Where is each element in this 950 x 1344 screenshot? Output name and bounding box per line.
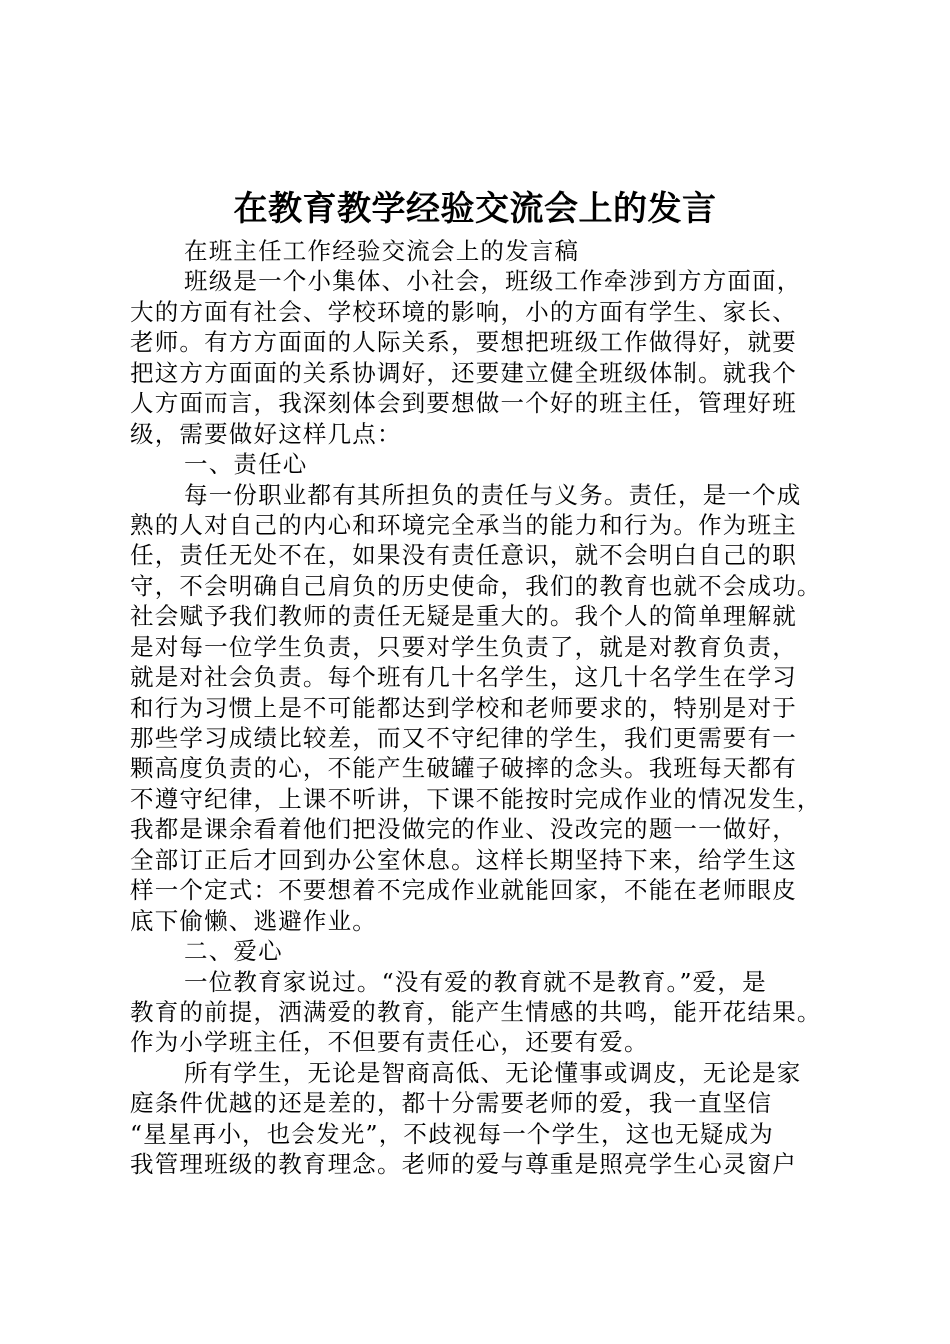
text-line: 不遵守纪律，上课不听讲，下课不能按时完成作业的情况发生， <box>130 784 822 813</box>
text-line: 样一个定式：不要想着不完成作业就能回家，不能在老师眼皮 <box>130 876 797 905</box>
text-line: 就是对社会负责。每个班有几十名学生，这几十名学生在学习 <box>130 663 797 692</box>
text-line: 教育的前提，洒满爱的教育，能产生情感的共鸣，能开花结果。 <box>130 997 822 1026</box>
text-line: 人方面而言，我深刻体会到要想做一个好的班主任，管理好班 <box>130 389 797 418</box>
text-line: 所有学生，无论是智商高低、无论懂事或调皮，无论是家 <box>184 1058 802 1087</box>
text-line: 熟的人对自己的内心和环境完全承当的能力和行为。作为班主 <box>130 510 797 539</box>
text-line: 级，需要做好这样几点： <box>130 419 402 448</box>
text-line: 班级是一个小集体、小社会，班级工作牵涉到方方面面， <box>184 267 802 296</box>
document-body <box>130 236 830 1180</box>
text-line: 守，不会明确自己肩负的历史使命，我们的教育也就不会成功。 <box>130 571 822 600</box>
text-line: 社会赋予我们教师的责任无疑是重大的。我个人的简单理解就 <box>130 602 797 631</box>
text-line: 在班主任工作经验交流会上的发言稿 <box>184 237 580 265</box>
text-line: 一、责任心 <box>184 450 308 479</box>
text-line: 二、爱心 <box>184 937 283 966</box>
text-line: 大的方面有社会、学校环境的影响，小的方面有学生、家长、 <box>130 297 797 326</box>
document-title: 在教育教学经验交流会上的发言 <box>233 189 717 229</box>
text-line: 作为小学班主任，不但要有责任心，还要有爱。 <box>130 1028 649 1057</box>
text-line: 把这方方面面的关系协调好，还要建立健全班级体制。就我个 <box>130 358 797 387</box>
text-line: 我都是课余看着他们把没做完的作业、没改完的题一一做好， <box>130 815 797 844</box>
text-line: 一位教育家说过。“没有爱的教育就不是教育。”爱，是 <box>184 967 767 996</box>
text-line: 任，责任无处不在，如果没有责任意识，就不会明白自己的职 <box>130 541 797 570</box>
text-line: 每一份职业都有其所担负的责任与义务。责任，是一个成 <box>184 480 802 509</box>
text-line: 那些学习成绩比较差，而又不守纪律的学生，我们更需要有一 <box>130 724 797 752</box>
text-line: 我管理班级的教育理念。老师的爱与尊重是照亮学生心灵窗户 <box>130 1150 797 1179</box>
text-line: 和行为习惯上是不可能都达到学校和老师要求的，特别是对于 <box>130 693 797 722</box>
text-line: 老师。有方方面面的人际关系，要想把班级工作做得好，就要 <box>130 328 797 357</box>
text-line: 庭条件优越的还是差的，都十分需要老师的爱，我一直坚信 <box>130 1089 773 1118</box>
text-line: 底下偷懒、逃避作业。 <box>130 906 377 935</box>
text-line: “星星再小，也会发光”，不歧视每一个学生，这也无疑成为 <box>130 1119 774 1148</box>
text-line: 颗高度负责的心，不能产生破罐子破摔的念头。我班每天都有 <box>130 754 797 783</box>
text-line: 是对每一位学生负责，只要对学生负责了，就是对教育负责， <box>130 632 797 661</box>
text-line: 全部订正后才回到办公室休息。这样长期坚持下来，给学生这 <box>130 845 797 874</box>
